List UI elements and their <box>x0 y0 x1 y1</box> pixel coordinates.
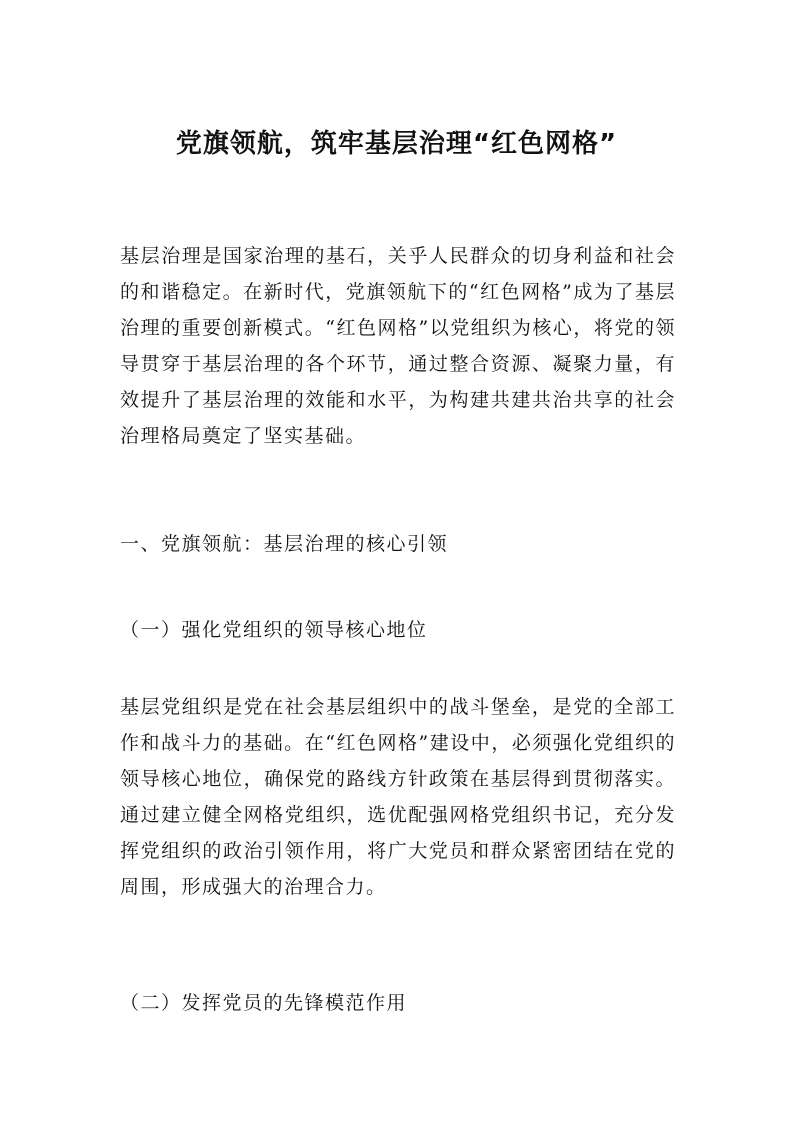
intro-paragraph: 基层治理是国家治理的基石，关乎人民群众的切身利益和社会的和谐稳定。在新时代，党旗领航下的“红色网格”成为了基层治理的重要创新模式。“红色网格”以党组织为核心，将党的领导贯穿于基层治理的各个环节，通过整合资源、凝聚力量，有效提升了基层治理的效能和水平，为构建共建共治共享的社会治理格局奠定了坚实基础。 <box>120 245 676 447</box>
subsection-1-paragraph: 基层党组织是党在社会基层组织中的战斗堡垒，是党的全部工作和战斗力的基础。在“红色网格”建设中，必须强化党组织的领导核心地位，确保党的路线方针政策在基层得到贯彻落实。通过建立健全网格党组织，选优配强网格党组织书记，充分发挥党组织的政治引领作用，将广大党员和群众紧密团结在党的周围，形成强大的治理合力。 <box>120 696 676 898</box>
document-title: 党旗领航，筑牢基层治理“红色网格” <box>175 129 618 159</box>
subsection-heading-2: （二）发挥党员的先锋模范作用 <box>120 992 408 1014</box>
section-heading-1: 一、党旗领航：基层治理的核心引领 <box>120 533 449 555</box>
subsection-heading-1: （一）强化党组织的领导核心地位 <box>120 619 428 641</box>
